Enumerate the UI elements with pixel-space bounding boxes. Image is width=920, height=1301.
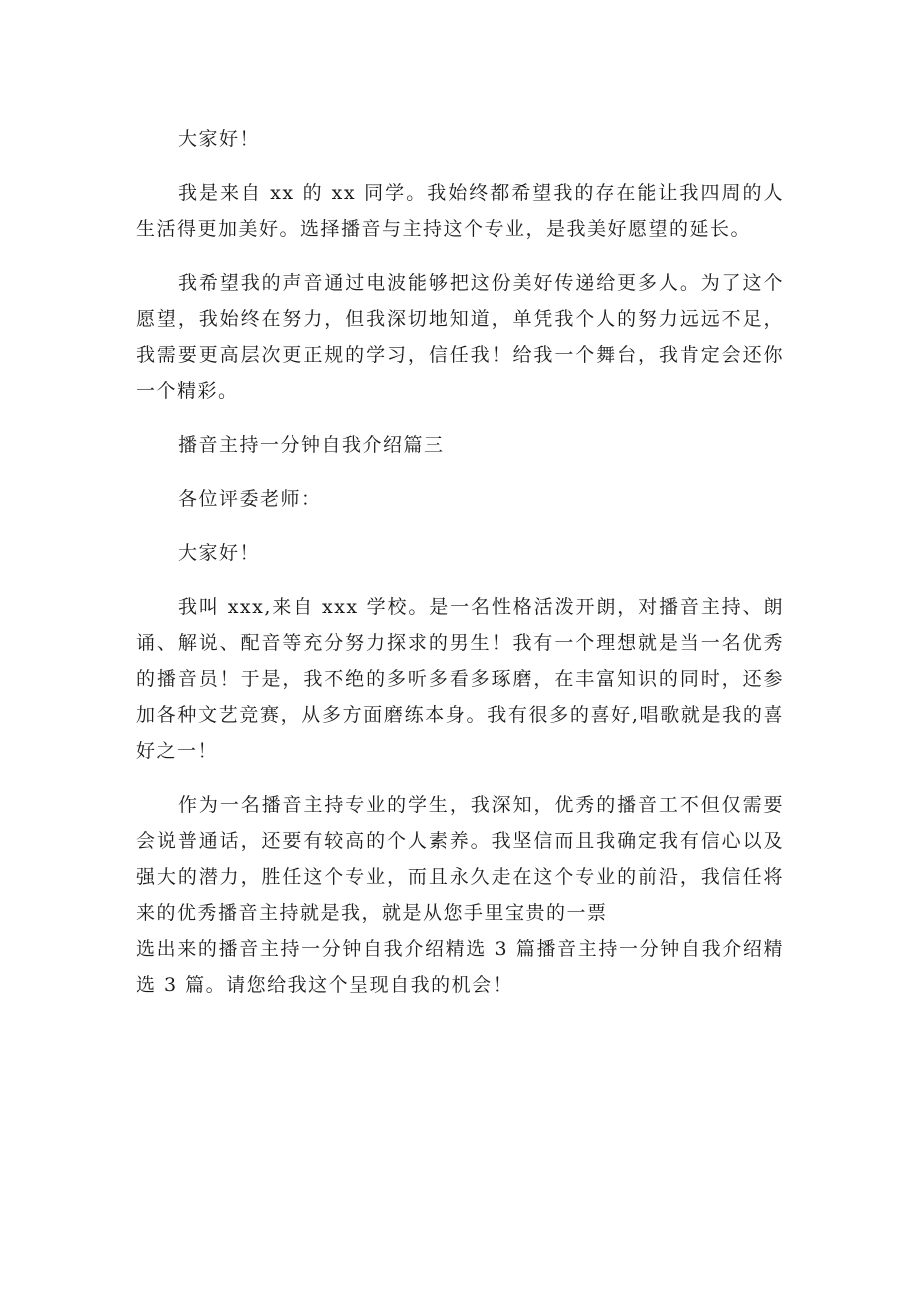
section-heading: 播音主持一分钟自我介绍篇三 (178, 434, 445, 456)
intro-paragraph: 我是来自 xx 的 xx 同学。我始终都希望我的存在能让我四周的人生活得更加美好。选择播音与主持这个专业，是我美好愿望的延长。 (136, 182, 784, 240)
major-paragraph: 作为一名播音主持专业的学生，我深知，优秀的播音工不但仅需要会说普通话，还要有较高的个人素养。我坚信而且我确定我有信心以及强大的潜力，胜任这个专业，而且永久走在这个专业的前沿，我信任将来的优秀播音主持就是我，就是从您手里宝贵的一票 (136, 794, 784, 924)
greeting-paragraph-2: 大家好！ (178, 542, 261, 564)
wish-paragraph: 我希望我的声音通过电波能够把这份美好传递给更多人。为了这个愿望，我始终在努力，但我深切地知道，单凭我个人的努力远远不足，我需要更高层次更正规的学习，信任我！给我一个舞台，我肯定会还你一个精彩。 (136, 272, 784, 402)
self-intro-paragraph: 我叫 xxx,来自 xxx 学校。是一名性格活泼开朗，对播音主持、朗诵、解说、配音等充分努力探求的男生！我有一个理想就是当一名优秀的播音员！于是，我不绝的多听多看多琢磨，在丰富知识的同时，还参加各种文艺竞赛，从多方面磨练本身。我有很多的喜好,唱歌就是我的喜好之一！ (136, 596, 784, 762)
closing-paragraph: 选出来的播音主持一分钟自我介绍精选 3 篇播音主持一分钟自我介绍精选 3 篇。请您给我这个呈现自我的机会！ (136, 938, 784, 996)
greeting-paragraph: 大家好！ (178, 128, 261, 150)
document-body (136, 121, 784, 1021)
salutation-paragraph: 各位评委老师： (178, 488, 322, 510)
